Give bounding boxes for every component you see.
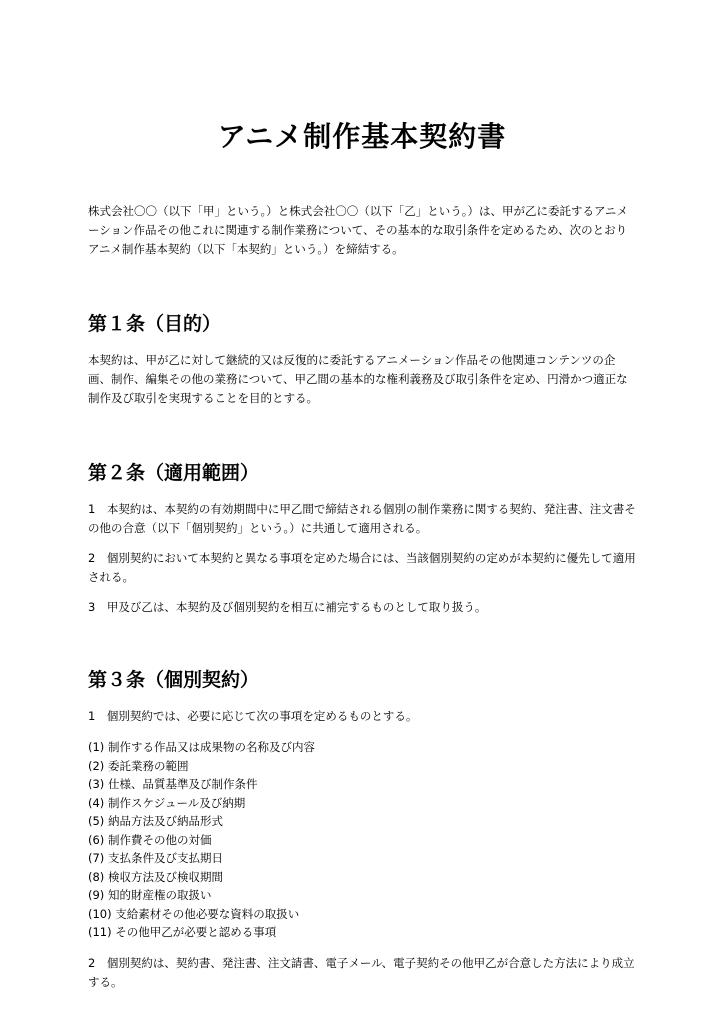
intro-paragraph: 株式会社〇〇（以下「甲」という。）と株式会社〇〇（以下「乙」という。）は、甲が乙に委託するアニメーション作品その他これに関連する制作業務について、その基本的な取引条件を定めるため、次のとおりアニメ制作基本契約（以下「本契約」という。）を締結する。	[88, 204, 628, 256]
article-3	[88, 667, 636, 992]
article-3-heading: 第３条（個別契約）	[88, 669, 260, 691]
list-item: (9) 知的財産権の取扱い	[88, 888, 212, 902]
article-1-paragraph-1: 本契約は、甲が乙に対して継続的又は反復的に委託するアニメーション作品その他関連コンテンツの企画、制作、編集その他の業務について、甲乙間の基本的な権利義務及び取引条件を定め、円滑かつ適正な制作及び取引を実現することを目的とする。	[88, 353, 628, 405]
list-item: (5) 納品方法及び納品形式	[88, 814, 223, 828]
article-2-paragraph-3: 3 甲及び乙は、本契約及び個別契約を相互に補完するものとして取り扱う。	[88, 600, 487, 614]
list-item: (7) 支払条件及び支払期日	[88, 851, 223, 865]
list-item: (10) 支給素材その他必要な資料の取扱い	[88, 906, 300, 921]
article-1	[88, 311, 636, 408]
article-3-paragraph-1: 1 個別契約では、必要に応じて次の事項を定めるものとする。	[88, 709, 418, 723]
article-2-paragraph-2: 2 個別契約において本契約と異なる事項を定めた場合には、当該個別契約の定めが本契約に優先して適用される。	[88, 551, 636, 584]
article-3-paragraph-2: 2 個別契約は、契約書、発注書、注文請書、電子メール、電子契約その他甲乙が合意した方法により成立する。	[88, 955, 635, 989]
article-2-body	[88, 500, 636, 617]
list-item: (2) 委託業務の範囲	[88, 758, 189, 773]
article-3-body	[88, 707, 636, 992]
article-3-item-list	[88, 738, 636, 942]
article-1-body	[88, 351, 636, 408]
article-2-paragraph-1: 1 本契約は、本契約の有効期間中に甲乙間で締結される個別の制作業務に関する契約、発注書、注文書その他の合意（以下「個別契約」という。）に共通して適用される。	[88, 502, 636, 535]
list-item: (1) 制作する作品又は成果物の名称及び内容	[88, 740, 315, 754]
article-1-heading: 第１条（目的）	[88, 313, 222, 335]
list-item: (8) 検収方法及び検収期間	[88, 869, 223, 884]
list-item: (3) 仕様、品質基準及び制作条件	[88, 777, 258, 791]
list-item: (4) 制作スケジュール及び納期	[88, 795, 246, 810]
document-title: アニメ制作基本契約書	[217, 120, 507, 153]
article-2-heading: 第２条（適用範囲）	[88, 462, 260, 484]
list-item: (6) 制作費その他の対価	[88, 832, 212, 847]
article-2	[88, 460, 636, 617]
list-item: (11) その他甲乙が必要と認める事項	[88, 925, 277, 939]
